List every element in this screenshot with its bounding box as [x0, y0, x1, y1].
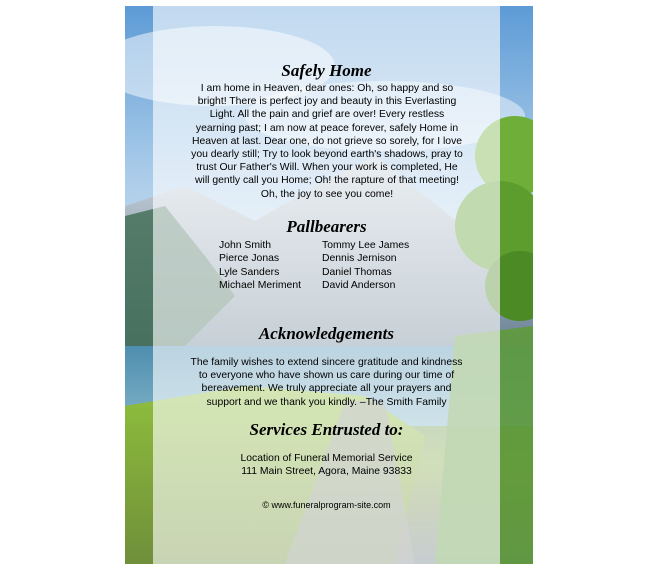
- pallbearer-name: David Anderson: [322, 280, 396, 292]
- services-title: Services Entrusted to:: [249, 420, 404, 439]
- pallbearers-right-column: [322, 239, 409, 293]
- poem-line: will gently call you Home; Oh! the rapture of that meeting!: [195, 175, 459, 187]
- ack-line: bereavement. We truly appreciate all your prayers and: [201, 383, 452, 395]
- pallbearer-name: Dennis Jernison: [322, 253, 397, 265]
- poem-line: bright! There is perfect joy and beauty in this Everlasting: [197, 96, 457, 108]
- pallbearer-name: Daniel Thomas: [322, 266, 392, 278]
- ack-line: The family wishes to extend sincere gratitude and kindness: [190, 357, 463, 368]
- poem-text: [167, 82, 487, 201]
- pallbearers-title: Pallbearers: [286, 217, 367, 236]
- acknowledgements-title: Acknowledgements: [258, 324, 395, 343]
- poem-line: I am home in Heaven, dear ones: Oh, so happy and so: [200, 83, 454, 94]
- poem-line: you dearly still; Try to look beyond earth's shadows, pray to: [191, 149, 463, 161]
- poem-line: trust Our Father's Will. When your work is completed, He: [196, 162, 458, 174]
- funeral-program-page: [125, 6, 533, 564]
- poem-line: Light. All the pain and grief are over! Every restless: [209, 109, 445, 121]
- poem-line: yearning past; I am now at peace forever, safely Home in: [195, 122, 459, 134]
- ack-line: to everyone who have shown us care during our time of: [198, 370, 455, 382]
- pallbearer-name: John Smith: [219, 240, 271, 251]
- pallbearers-left-column: [219, 239, 301, 293]
- poem-title: Safely Home: [281, 61, 372, 80]
- service-location: Location of Funeral Memorial Service: [240, 453, 413, 464]
- services-text: [153, 452, 500, 478]
- pallbearer-name: Lyle Sanders: [219, 266, 280, 278]
- pallbearer-name: Tommy Lee James: [322, 240, 410, 251]
- ack-line: support and we thank you kindly. –The Smith Family: [206, 396, 447, 408]
- acknowledgements-text: [163, 356, 490, 409]
- copyright-footer: © www.funeralprogram-site.com: [262, 500, 391, 510]
- pallbearer-name: Pierce Jonas: [219, 253, 280, 265]
- poem-line: Heaven at last. Dear one, do not grieve so sorely, for I love: [191, 135, 463, 147]
- poem-line: Oh, the joy to see you come!: [260, 188, 394, 200]
- pallbearer-name: Michael Meriment: [219, 280, 301, 292]
- service-address: 111 Main Street, Agora, Maine 93833: [241, 466, 412, 478]
